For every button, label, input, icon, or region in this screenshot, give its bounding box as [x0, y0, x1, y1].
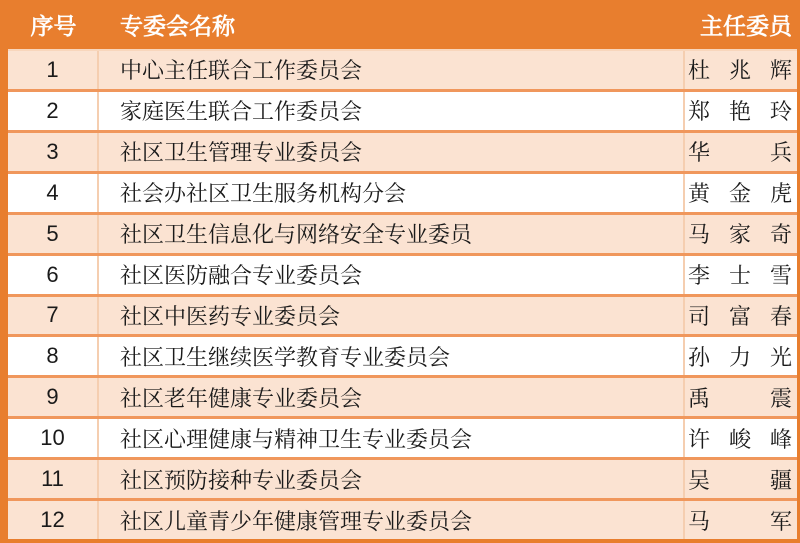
header-col-serial: 序号	[30, 13, 77, 39]
serial-cell: 3	[8, 133, 99, 171]
table-row	[8, 256, 797, 294]
chair-name-cell	[685, 297, 797, 335]
committee-name-cell: 社区心理健康与精神卫生专业委员会	[99, 419, 685, 457]
committee-name-cell: 社区卫生信息化与网络安全专业委员	[99, 215, 685, 253]
chair-name-char: 兆	[728, 58, 751, 84]
chair-name-cell	[685, 92, 797, 130]
serial-cell: 11	[8, 460, 99, 498]
chair-name-char: 峻	[728, 426, 751, 452]
chair-name-char: 杜	[688, 58, 711, 84]
committee-name-cell: 家庭医生联合工作委员会	[99, 92, 685, 130]
chair-name-char: 光	[769, 344, 792, 370]
chair-name-char: 虎	[769, 181, 792, 207]
table-row	[8, 92, 797, 130]
chair-name-char: 兵	[769, 140, 792, 166]
chair-name-cell	[685, 51, 797, 89]
serial-cell: 4	[8, 174, 99, 212]
chair-name-char: 李	[688, 263, 711, 289]
chair-name-cell	[685, 174, 797, 212]
committee-name-cell: 社区卫生管理专业委员会	[99, 133, 685, 171]
chair-name-char: 郑	[688, 99, 711, 125]
chair-name-char: 家	[728, 222, 751, 248]
chair-name-char: 华	[688, 140, 711, 166]
committee-name-cell: 中心主任联合工作委员会	[99, 51, 685, 89]
chair-name-cell	[685, 133, 797, 171]
chair-name-cell	[685, 460, 797, 498]
committee-name-cell: 社区中医药专业委员会	[99, 297, 685, 335]
table-row	[8, 51, 797, 89]
serial-cell: 8	[8, 337, 99, 375]
chair-name-char: 辉	[769, 58, 792, 84]
table-body	[8, 51, 797, 539]
table-row	[8, 215, 797, 253]
table-row	[8, 133, 797, 171]
serial-cell: 10	[8, 419, 99, 457]
chair-name-char: 力	[728, 344, 751, 370]
chair-name-char: 禹	[688, 385, 711, 411]
chair-name-char: 玲	[769, 99, 792, 125]
chair-name-char: 金	[728, 181, 751, 207]
committee-table	[8, 0, 797, 539]
chair-name-char: 吴	[688, 467, 711, 493]
chair-name-char: 疆	[769, 467, 792, 493]
table-row	[8, 419, 797, 457]
table-row	[8, 337, 797, 375]
header-col-chair: 主任委员	[700, 13, 792, 39]
serial-cell: 1	[8, 51, 99, 89]
chair-name-cell	[685, 501, 797, 539]
chair-name-char: 春	[769, 303, 792, 329]
committee-name-cell: 社区卫生继续医学教育专业委员会	[99, 337, 685, 375]
chair-name-cell	[685, 378, 797, 416]
chair-name-cell	[685, 419, 797, 457]
chair-name-char: 富	[728, 303, 751, 329]
table-row	[8, 174, 797, 212]
chair-name-char: 孙	[688, 344, 711, 370]
table-row	[8, 297, 797, 335]
chair-name-char: 雪	[769, 263, 792, 289]
table-row	[8, 460, 797, 498]
serial-cell: 12	[8, 501, 99, 539]
table-header-row	[8, 0, 797, 51]
header-col-name: 专委会名称	[120, 13, 235, 39]
chair-name-char: 奇	[769, 222, 792, 248]
chair-name-char: 司	[688, 303, 711, 329]
chair-name-cell	[685, 215, 797, 253]
serial-cell: 9	[8, 378, 99, 416]
chair-name-char: 士	[728, 263, 751, 289]
chair-name-cell	[685, 337, 797, 375]
committee-name-cell: 社区医防融合专业委员会	[99, 256, 685, 294]
table-row	[8, 501, 797, 539]
chair-name-char: 黄	[688, 181, 711, 207]
committee-name-cell: 社区儿童青少年健康管理专业委员会	[99, 501, 685, 539]
chair-name-char: 峰	[769, 426, 792, 452]
serial-cell: 2	[8, 92, 99, 130]
serial-cell: 7	[8, 297, 99, 335]
chair-name-char: 军	[769, 508, 792, 534]
committee-name-cell: 社区预防接种专业委员会	[99, 460, 685, 498]
serial-cell: 6	[8, 256, 99, 294]
chair-name-cell	[685, 256, 797, 294]
chair-name-char: 马	[688, 508, 711, 534]
chair-name-char: 许	[688, 426, 711, 452]
committee-name-cell: 社区老年健康专业委员会	[99, 378, 685, 416]
serial-cell: 5	[8, 215, 99, 253]
chair-name-char: 马	[688, 222, 711, 248]
chair-name-char: 震	[769, 385, 792, 411]
table-row	[8, 378, 797, 416]
committee-name-cell: 社会办社区卫生服务机构分会	[99, 174, 685, 212]
chair-name-char: 艳	[728, 99, 751, 125]
